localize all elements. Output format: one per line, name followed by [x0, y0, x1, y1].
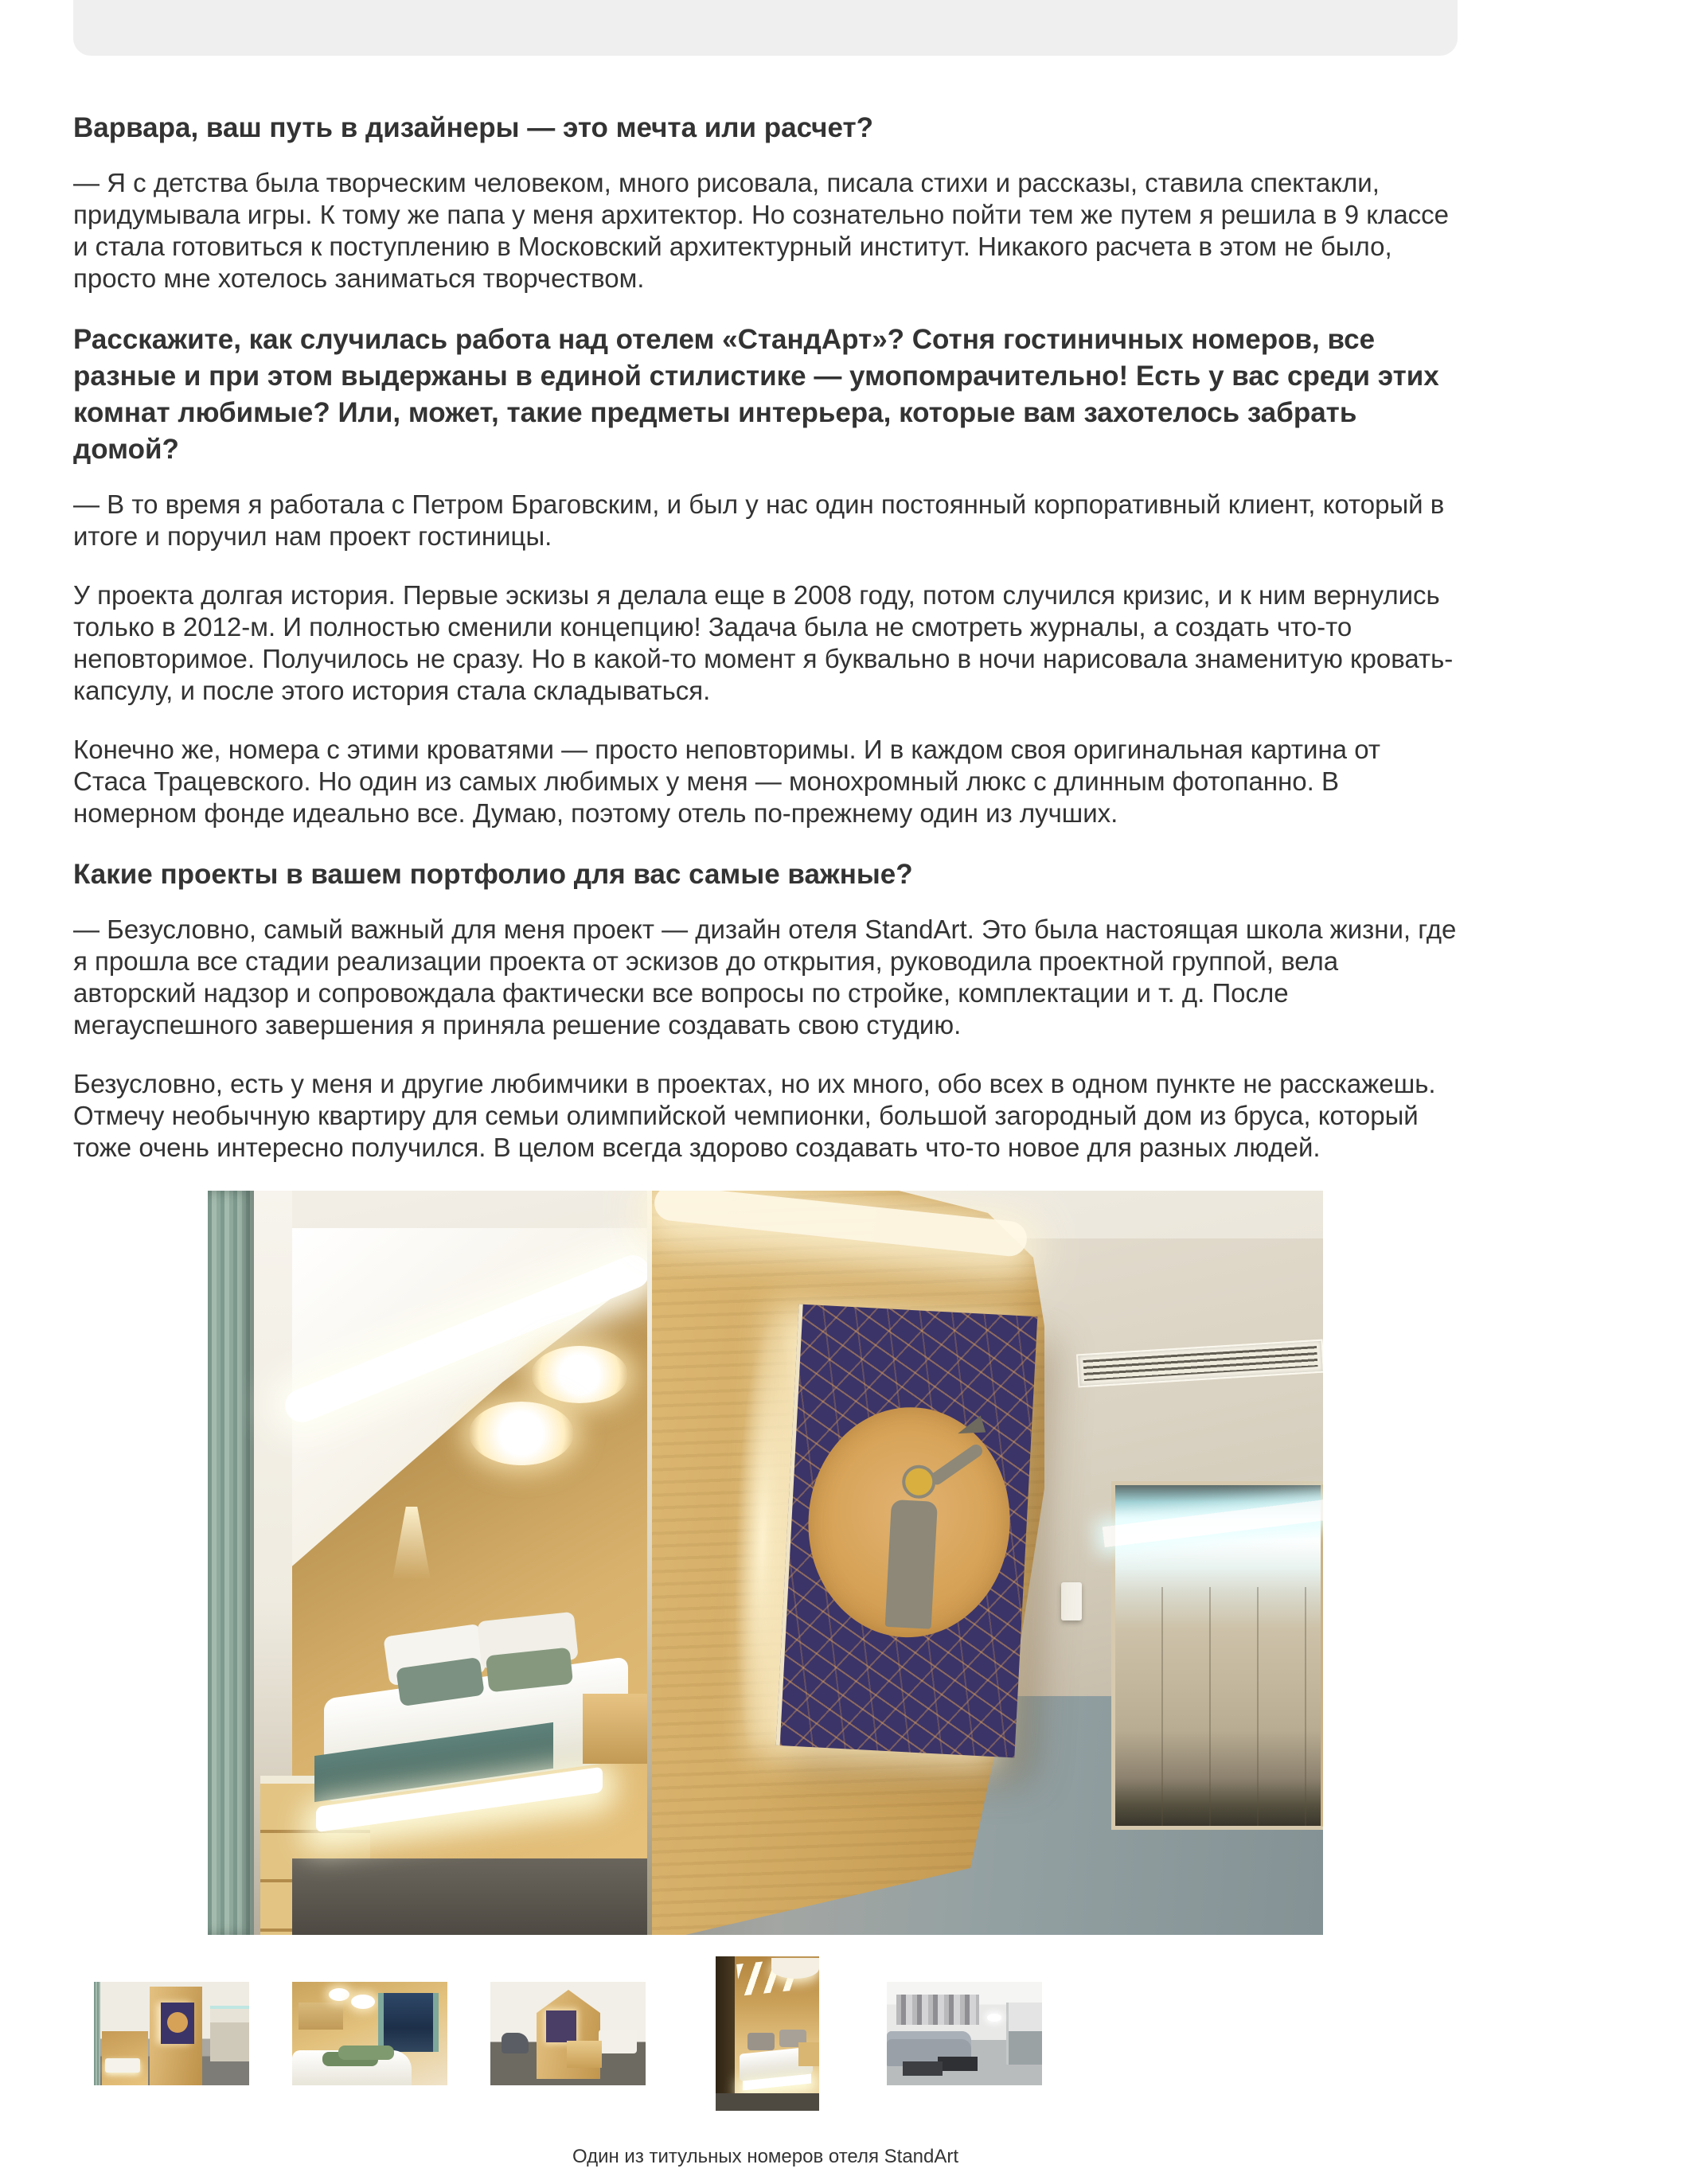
- previous-gallery-block: [73, 0, 1458, 56]
- photo-light-switch: [1061, 1582, 1082, 1620]
- gallery-thumbnail-2[interactable]: [292, 1982, 447, 2085]
- interview-answer-2-paragraph-3: Конечно же, номера с этими кроватями — просто неповторимы. И в каждом своя оригинальная картина от Стаса Трацевского. Но один из самых любимых у меня — монохромный люкс с длинным фотопанно. В номерном фонде идеально все. Думаю, поэтому отель по-прежнему один из лучших.: [73, 735, 1380, 828]
- gallery-thumbnail-5[interactable]: [887, 1982, 1042, 2085]
- interview-answer-2-paragraph-2: У проекта долгая история. Первые эскизы я делала еще в 2008 году, потом случился кризис, и к ним вернулись только в 2012-м. И полностью сменили концепцию! Задача была не смотреть журналы, а создать что-то неповторимое. Получилось не сразу. Но в какой-то момент я буквально в ночи нарисовала знаменитую кровать-капсулу, и после этого история стала складываться.: [73, 580, 1454, 705]
- interview-answer-3-paragraph-1: — Безусловно, самый важный для меня проект — дизайн отеля StandArt. Это была настоящая школа жизни, где я прошла все стадии реализации проекта от эскизов до открытия, руководила проектной группой, вела авторский надзор и сопровождала фактически все вопросы по стройке, комплектации и т. д. После мегауспешного завершения я приняла решение создавать свою студию.: [73, 915, 1457, 1039]
- photo-alcove-floor: [292, 1858, 654, 1935]
- interview-question-2: Расскажите, как случилась работа над отелем «СтандАрт»? Сотня гостиничных номеров, все разные и при этом выдержаны в единой стилистике — умопомрачительно! Есть у вас среди этих комнат любимые? Или, может, такие предметы интерьера, которые вам захотелось забрать домой?: [73, 324, 1439, 465]
- interview-question-1: Варвара, ваш путь в дизайнеры — это мечта или расчет?: [73, 112, 874, 143]
- photo-round-light-1: [531, 1346, 628, 1403]
- gallery-thumbnail-4-selected[interactable]: [716, 1956, 819, 2111]
- photo-closet-doorway: [1111, 1481, 1323, 1830]
- gallery-main-photo[interactable]: [208, 1191, 1323, 1935]
- gallery-thumbnail-3[interactable]: [490, 1982, 646, 2085]
- photo-wall-spot: [392, 1507, 431, 1580]
- interview-answer-1: — Я с детства была творческим человеком, много рисовала, писала стихи и рассказы, ставила спектакли, придумывала игры. К тому же папа у меня архитектор. Но сознательно пойти тем же путем я решила в 9 классе и стала готовиться к поступлению в Московский архитектурный институт. Никакого расчета в этом не было, просто мне хотелось заниматься творчеством.: [73, 168, 1450, 293]
- photo-closet-panels: [1115, 1587, 1321, 1826]
- gallery-thumbnails: [73, 1956, 1458, 2111]
- interview-answer-2-paragraph-1: — В то время я работала с Петром Браговским, и был у нас один постоянный корпоративный клиент, который в итоге и поручил нам проект гостиницы.: [73, 489, 1445, 551]
- interview-question-3: Какие проекты в вашем портфолио для вас самые важные?: [73, 859, 913, 890]
- photo-nightstand: [583, 1694, 648, 1764]
- photo-round-light-2: [469, 1402, 574, 1465]
- photo-closet-light: [1103, 1498, 1323, 1547]
- photo-artwork-panel: [776, 1305, 1038, 1758]
- artwork-figure-body: [885, 1500, 938, 1629]
- interview-answer-3-paragraph-2: Безусловно, есть у меня и другие любимчики в проектах, но их много, обо всех в одном пункте не расскажешь. Отмечу необычную квартиру для семьи олимпийской чемпионки, большой загородный дом из бруса, который тоже очень интересно получился. В целом всегда здорово создавать что-то новое для разных людей.: [73, 1069, 1436, 1162]
- interview-text: [73, 0, 1458, 1164]
- gallery-thumbnail-1[interactable]: [94, 1982, 249, 2085]
- gallery-caption: Один из титульных номеров отеля StandArt: [572, 2146, 959, 2167]
- photo-bed-alcove: [292, 1228, 654, 1935]
- photo-curtain: [208, 1191, 254, 1935]
- photo-gallery: [73, 1191, 1458, 2168]
